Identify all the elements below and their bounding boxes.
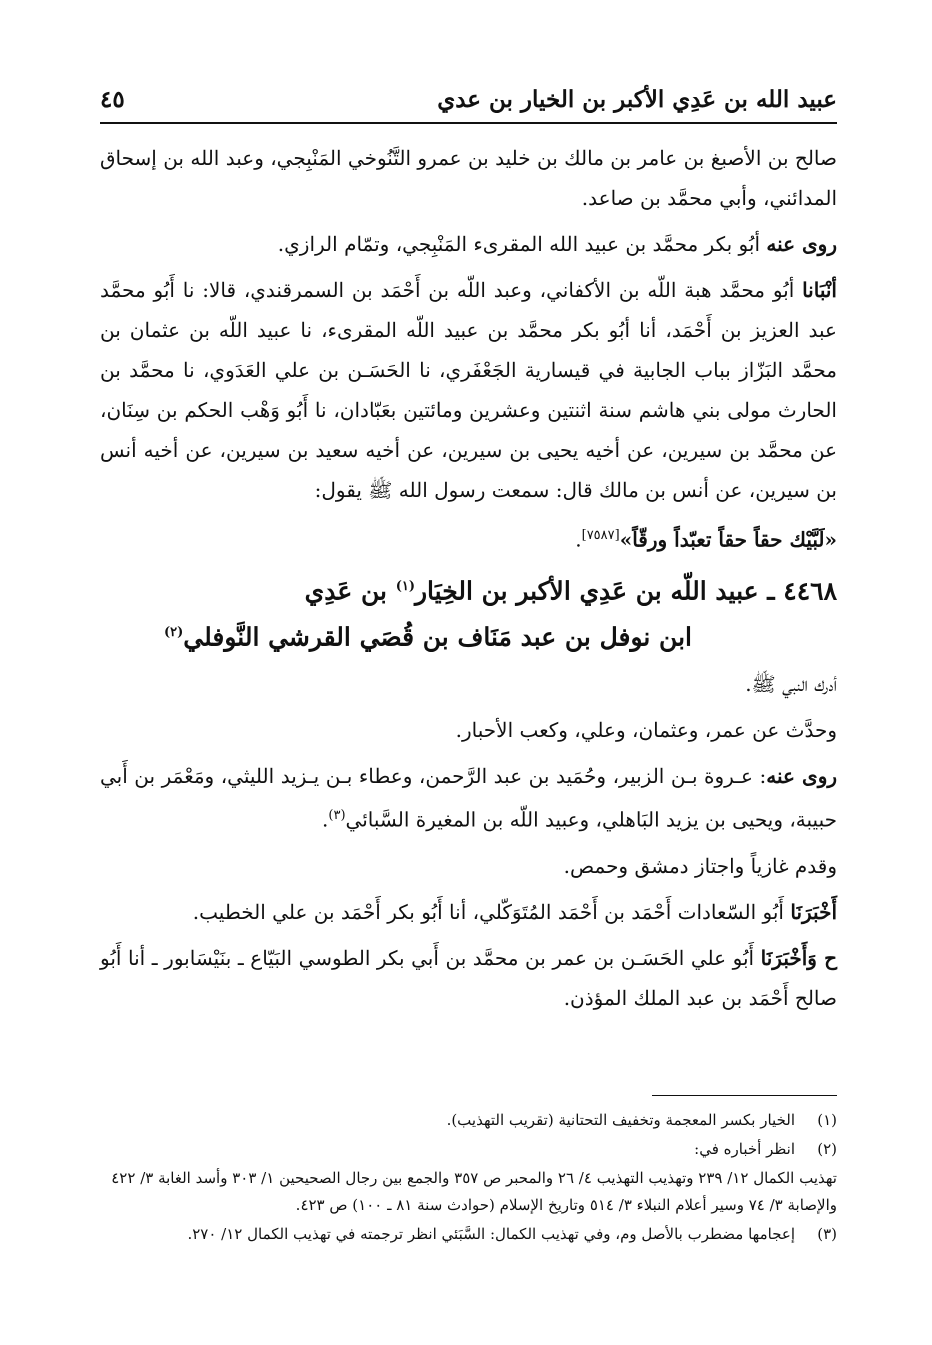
paragraph-9-text: أَبُو علي الحَسَـن بن عمر بن محمَّد بن أَبي بكر الطوسي البَيّاع ـ بنَيْسَابور ـ أنا أَبُو صالح أَحْمَد بن عبد الملك المؤذن. xyxy=(100,945,837,1010)
footnote-text: تهذيب الكمال ١٢/ ٢٣٩ وتهذيب التهذيب ٤/ ٢٦ والمحبر ص ٣٥٧ والجمع بين رجال الصحيحين ١/ ٣٠٣ وأسد الغابة ٣/ ٤٢٢ والإصابة ٣/ ٧٤ وسير أعلام النبلاء ٣/ ٥١٤ وتاريخ الإسلام (حوادث سنة ٨١ ـ ١٠٠) ص ٤٢٣. xyxy=(111,1169,837,1214)
page-number: ٤٥ xyxy=(100,86,125,113)
footnotes xyxy=(100,1105,837,1250)
isnad-text: أبُو محمَّد هبة اللّه بن الأكفاني، وعبد اللّه بن أَحْمَد بن السمرقندي، قالا: نا أَبُو محمَّد عبد العزيز بن أَحْمَد، أنا أبُو بكر محمَّد بن عبيد اللّه المقرىء، نا عبيد اللّه بن عثمان بن محمَّد البَزّاز بباب الجابية في قيسارية الجَعْفَري، نا الحَسَـن بن علي العَدَوي، نا محمَّد بن الحارث مولى بني هاشم سنة اثنتين وعشرين ومائتين بعَبّادان، نا أَبُو وَهْب الحكم بن سِنَان، عن محمَّد بن سيرين، عن أخيه يحيى بن سيرين، عن أخيه سعيد بن سيرين، عن أخيه أنس بن سيرين، عن أنس بن مالك قال: سمعت رسول الله ﷺ يقول: xyxy=(100,278,837,502)
keyword-rawa: روى عنه xyxy=(766,232,837,256)
paragraph-4 xyxy=(100,664,837,704)
running-header xyxy=(100,80,837,124)
footnote-text: الخيار بكسر المعجمة وتخفيف التحتانية (تقريب التهذيب). xyxy=(446,1111,795,1129)
footnote xyxy=(100,1136,837,1163)
paragraph-4-text: أدرك النبي ﷺ. xyxy=(745,672,837,697)
footnote-number: (٣) xyxy=(817,1225,837,1243)
heading-line-1-end: بن عَدِي xyxy=(304,575,396,605)
heading-line-2-wrap xyxy=(100,612,837,658)
paragraph-7-text: وقدم غازياً واجتاز دمشق وحمص. xyxy=(563,853,837,878)
keyword-akhbarana: أَخْبَرَنَا xyxy=(790,899,837,924)
paragraph-8 xyxy=(100,892,837,932)
footnote-number: (٢) xyxy=(817,1140,837,1158)
paragraph-5-text: وحدَّث عن عمر، وعثمان، وعلي، وكعب الأحبار. xyxy=(455,718,837,743)
paragraph-3 xyxy=(100,270,837,510)
footnote-marker-1: (١) xyxy=(395,578,415,594)
heading-line-2: ابن نوفل بن عبد مَنَاف بن قُصَي القرشي النَّوفلي xyxy=(183,622,692,652)
paragraph-8-text: أَبُو السّعادات أَحْمَد بن أَحْمَد المُتَوَكّلي، أنا أَبُو بكر أَحْمَد بن علي الخطيب. xyxy=(192,899,791,924)
hadith-paragraph: «لَبَّيْك حقاً حقاً تعبّداً ورقّاً»[٧٥٨٧]. xyxy=(575,527,837,552)
keyword-anbana: أنْبَانا xyxy=(802,278,837,302)
biography-heading xyxy=(100,566,837,659)
keyword-rawa-2: روى عنه xyxy=(766,764,838,789)
main-text xyxy=(100,138,837,1024)
paragraph-2-text: أبُو بكر محمَّد بن عبيد الله المقرىء المَنْبِجي، وتمّام الرازي. xyxy=(277,232,767,256)
paragraph-1 xyxy=(100,138,837,218)
footnote-text: انظر أخباره في: xyxy=(694,1140,795,1158)
paragraph-5 xyxy=(100,710,837,750)
footnote-marker-3: (٣) xyxy=(328,808,346,824)
footnote xyxy=(100,1221,837,1248)
heading-line-1: ٤٤٦٨ ـ عبيد اللّه بن عَدِي الأكبر بن الخِيَار xyxy=(414,575,837,605)
running-title: عبيد الله بن عَدِي الأكبر بن الخيار بن عدي xyxy=(437,86,837,113)
footnote-marker-2: (٢) xyxy=(164,624,184,640)
paragraph-7 xyxy=(100,846,837,886)
paragraph-1-text: صالح بن الأصبغ بن عامر بن مالك بن خليد بن عمرو التَّنُوخي المَنْبِجي، وعبد الله بن إسحاق المدائني، وأبي محمَّد بن صاعد. xyxy=(100,146,837,210)
footnote-number: (١) xyxy=(817,1111,837,1129)
hadith-number: [٧٥٨٧] xyxy=(581,528,620,543)
paragraph-2 xyxy=(100,224,837,264)
paragraph-6: روى عنه: عـروة بـن الزبير، وحُمَيد بن عبد الرَّحمن، وعطاء بـن يـزيد الليثي، ومَعْمَر بن أَبي حبيبة، ويحيى بن يزيد البَاهلي، وعبيد اللّه بن المغيرة السَّبائي$^{(٣)}$. xyxy=(100,764,838,832)
keyword-wa-akhbarana: ح وَأَخْبَرَنَا xyxy=(760,945,837,970)
footnote-continuation xyxy=(100,1165,837,1219)
paragraph-9 xyxy=(100,938,837,1018)
footnote xyxy=(100,1107,837,1134)
paragraph-6-text: : عـروة بـن الزبير، وحُمَيد بن عبد الرَّحمن، وعطاء بـن يـزيد الليثي، ومَعْمَر بن أَبي حبيبة، ويحيى بن يزيد البَاهلي، وعبيد اللّه بن المغيرة السَّبائي xyxy=(100,764,837,832)
hadith-text: «لَبَّيْك حقاً حقاً تعبّداً ورقّاً» xyxy=(619,527,837,552)
footnote-text: إعجامها مضطرب بالأصل وم، وفي تهذيب الكمال: السَّبَئي انظر ترجمته في تهذيب الكمال ١٢/ ٢٧٠. xyxy=(187,1225,795,1243)
footnote-separator xyxy=(652,1095,837,1096)
